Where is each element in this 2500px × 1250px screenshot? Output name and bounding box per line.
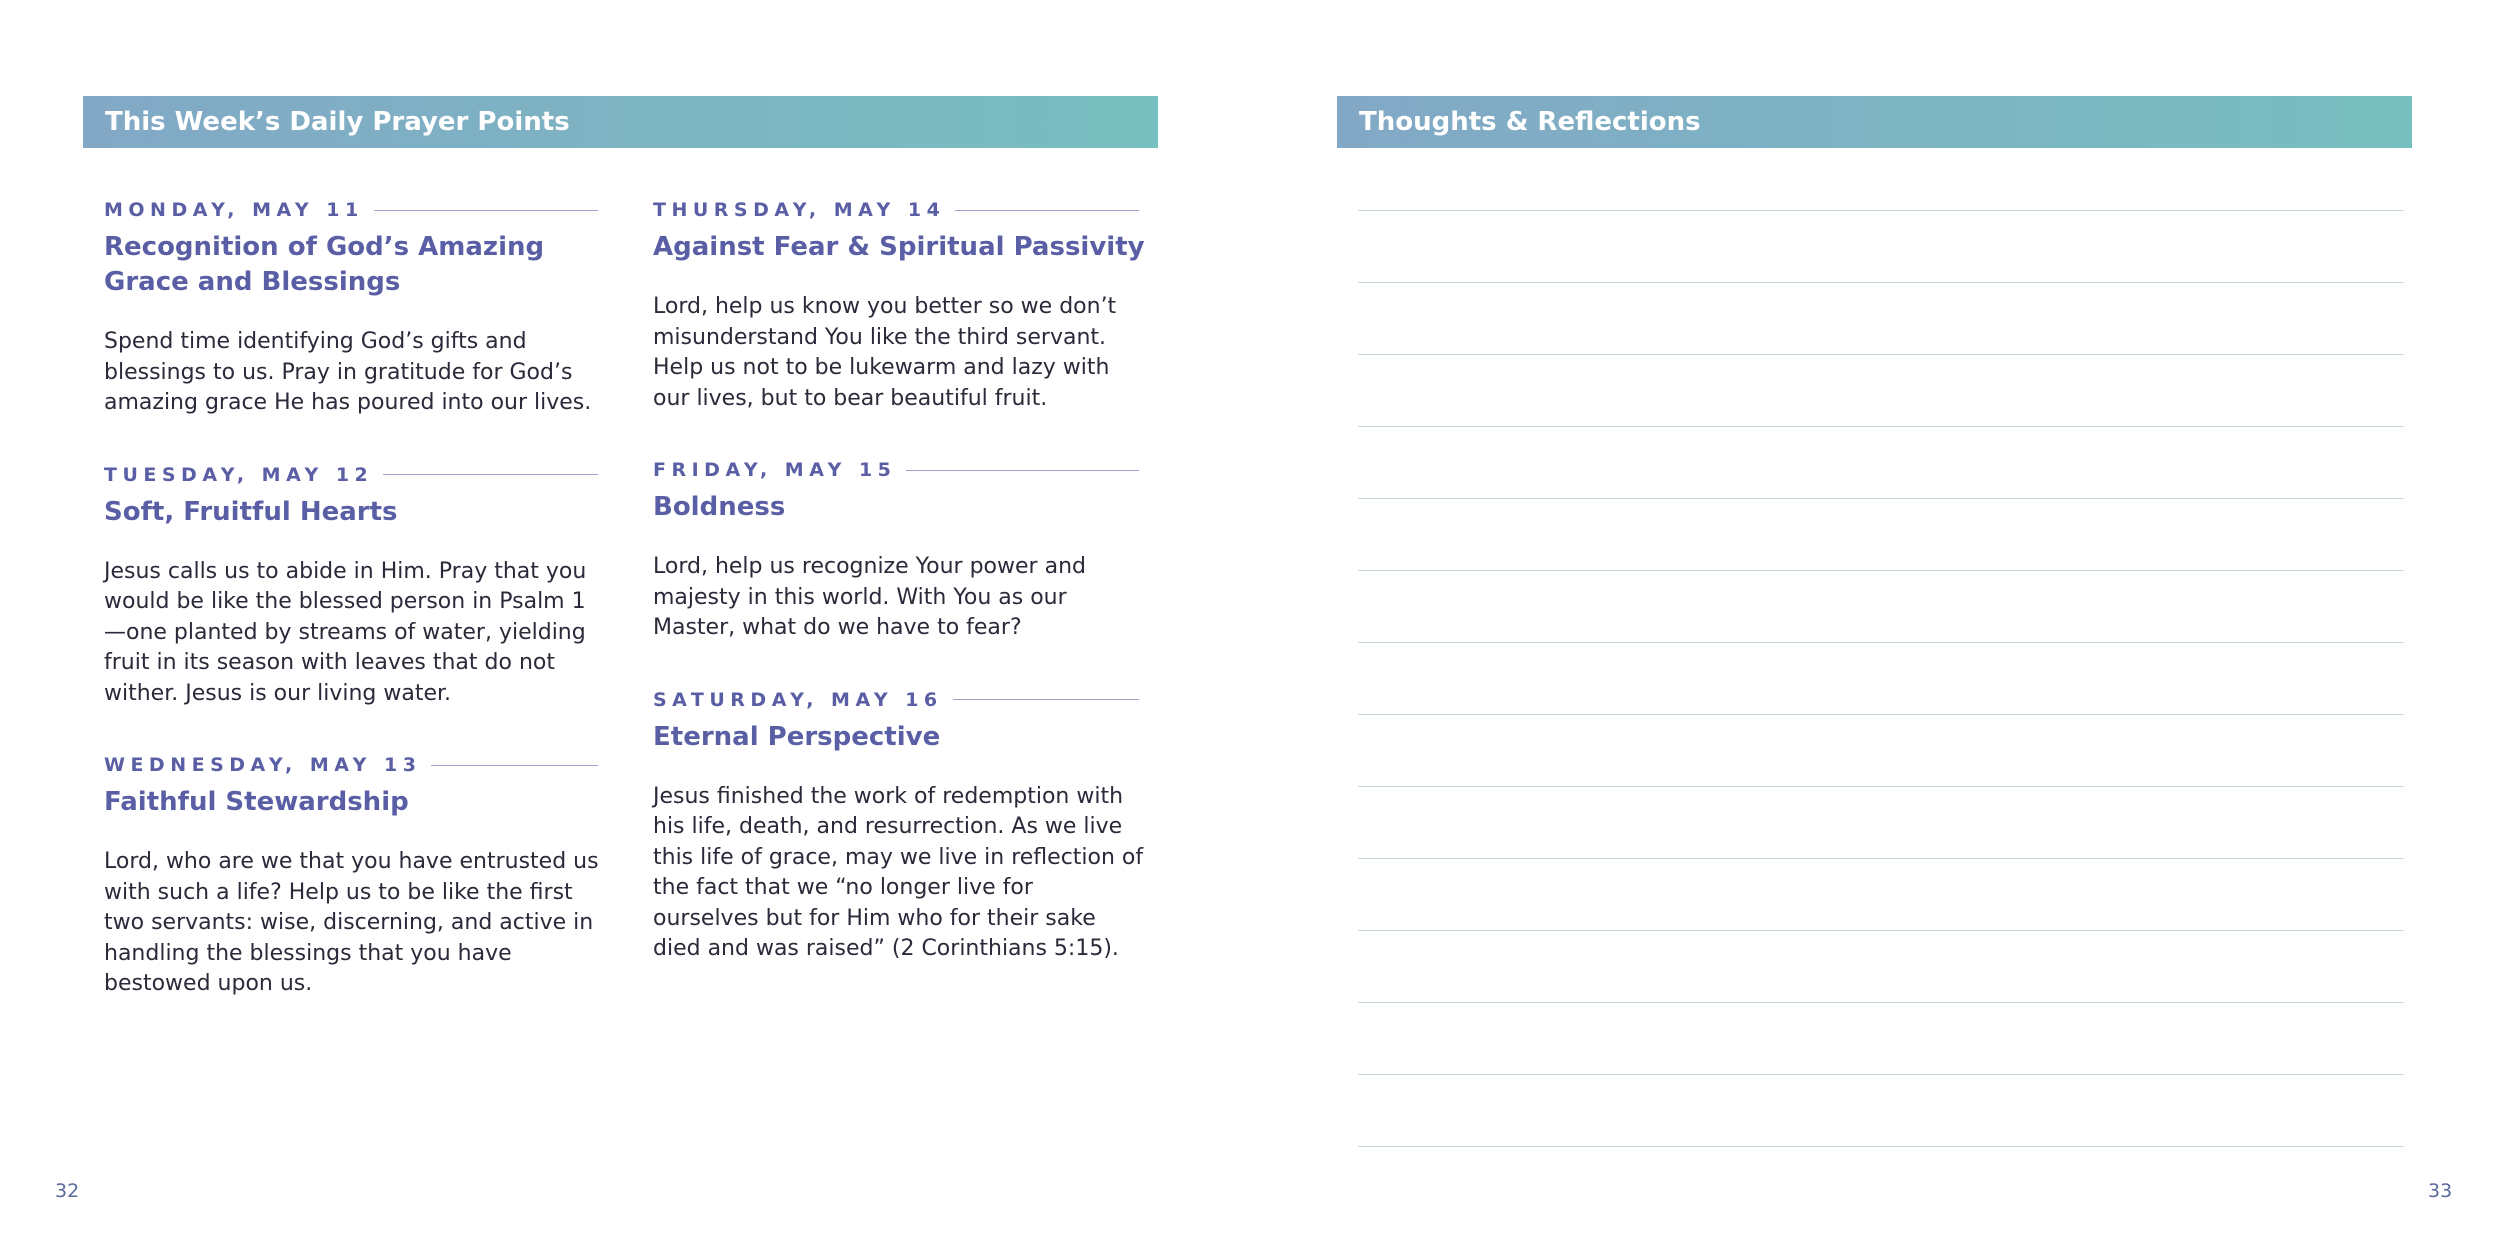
day-label: SATURDAY, MAY 16 — [653, 688, 943, 711]
day-heading-row — [104, 463, 604, 487]
day-heading-row — [653, 458, 1145, 482]
day-heading-row — [104, 198, 604, 222]
prayer-text: Lord, who are we that you have entrusted us with such a life? Help us to be like the first two servants: wise, discerning, and active in handling the blessings that you have bestowed upon us. — [104, 849, 599, 996]
prayer-title: Boldness — [653, 492, 786, 522]
prayer-entry — [653, 198, 1145, 414]
writing-line — [1358, 786, 2404, 787]
day-label: TUESDAY, MAY 12 — [104, 463, 374, 486]
writing-line — [1358, 858, 2404, 859]
page-number: 33 — [2428, 1180, 2453, 1202]
writing-line — [1358, 642, 2404, 643]
writing-line — [1358, 714, 2404, 715]
prayer-entry — [104, 463, 604, 710]
writing-line — [1358, 570, 2404, 571]
prayer-title: Soft, Fruitful Hearts — [104, 496, 398, 527]
prayer-title: Against Fear & Spiritual Passivity — [653, 232, 1145, 262]
prayer-title: Eternal Perspective — [653, 721, 941, 752]
day-label: MONDAY, MAY 11 — [104, 199, 364, 221]
prayer-entry — [653, 458, 1145, 644]
day-label: THURSDAY, MAY 14 — [653, 199, 946, 221]
day-label: WEDNESDAY, MAY 13 — [104, 754, 422, 776]
prayer-entry — [653, 688, 1145, 965]
prayer-column-2 — [653, 198, 1145, 1009]
prayer-entry — [104, 753, 604, 1000]
day-label: FRIDAY, MAY 15 — [653, 459, 897, 481]
writing-line — [1358, 1146, 2404, 1147]
prayer-text: Lord, help us recognize Your power and majesty in this world. With You as our Master, what do we have to fear? — [653, 554, 1086, 640]
prayer-text: Jesus calls us to abide in Him. Pray that you would be like the blessed person in Psalm 1—one planted by streams of water, yielding fruit in its season with leaves that do not wither. Jesus is our living water. — [104, 558, 587, 706]
prayer-entry — [104, 198, 604, 419]
prayer-text: Spend time identifying God’s gifts and blessings to us. Pray in gratitude for God’s amazing grace He has poured into our lives. — [104, 329, 592, 415]
writing-line — [1358, 210, 2404, 211]
writing-line — [1358, 930, 2404, 931]
day-heading-row — [653, 688, 1145, 712]
prayer-text: Jesus finished the work of redemption with his life, death, and resurrection. As we live this life of grace, may we live in reflection of the fact that we “no longer live for ourselves but for Him who for their sake died and was raised” (2 Corinthians 5:15). — [653, 783, 1144, 961]
prayer-column-1 — [104, 198, 604, 1044]
day-divider — [906, 470, 1139, 471]
day-heading-row — [653, 198, 1145, 222]
writing-line — [1358, 1074, 2404, 1075]
prayer-title: Recognition of God’s Amazing Grace and Blessings — [104, 232, 545, 297]
page-number: 32 — [55, 1180, 80, 1202]
reflections-banner: Thoughts & Reflections — [1337, 96, 2412, 148]
writing-line — [1358, 282, 2404, 283]
right-page — [1250, 0, 2500, 1250]
day-divider — [431, 765, 598, 766]
day-divider — [953, 699, 1139, 700]
writing-line — [1358, 354, 2404, 355]
day-divider — [383, 474, 598, 475]
day-divider — [955, 210, 1139, 211]
day-divider — [374, 210, 598, 211]
writing-line — [1358, 1002, 2404, 1003]
day-heading-row — [104, 753, 604, 777]
prayer-points-banner: This Week’s Daily Prayer Points — [83, 96, 1158, 148]
writing-line — [1358, 426, 2404, 427]
writing-line — [1358, 498, 2404, 499]
prayer-text: Lord, help us know you better so we don’t misunderstand You like the third servant. Help us not to be lukewarm and lazy with our lives, but to bear beautiful fruit. — [653, 294, 1117, 411]
prayer-title: Faithful Stewardship — [104, 787, 409, 817]
